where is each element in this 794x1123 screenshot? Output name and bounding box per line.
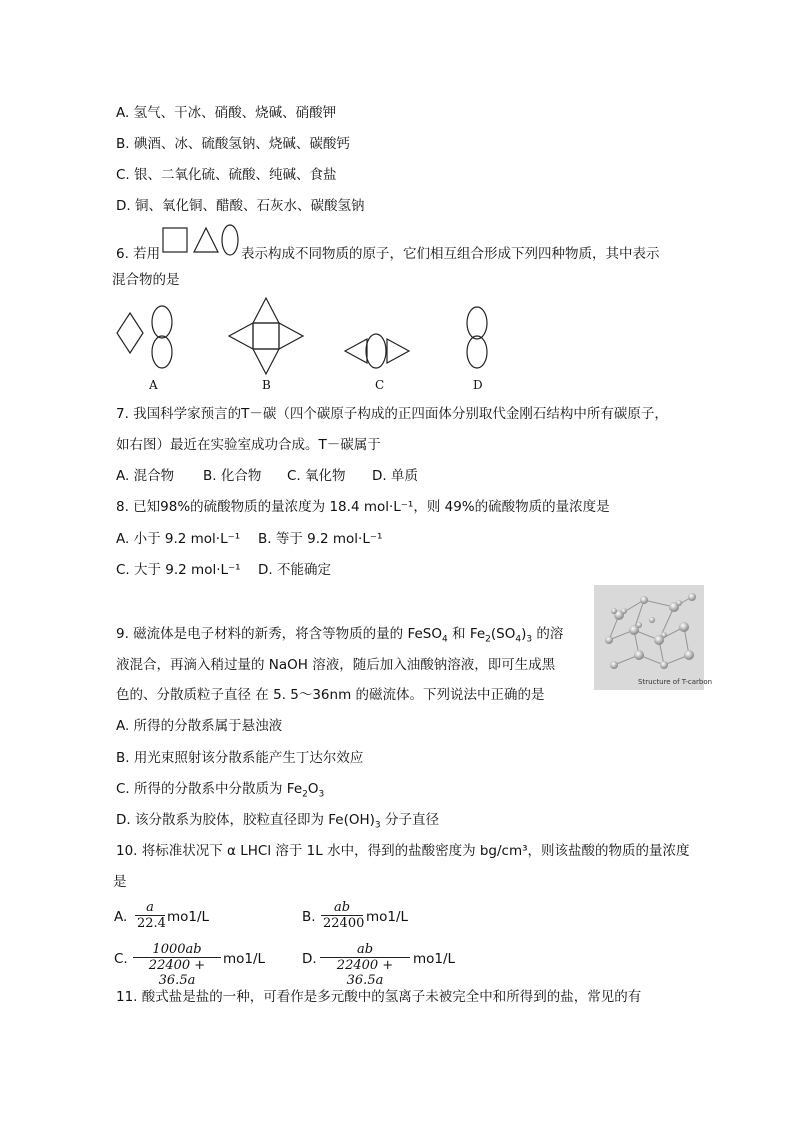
q8-option-a: A. 小于 9.2 mol·L⁻¹ bbox=[116, 531, 241, 547]
q7-option-b: B. 化合物 bbox=[203, 468, 262, 484]
q6-label-d: D bbox=[473, 378, 483, 392]
q9-option-d: D. 该分散系为胶体，胶粒直径即为 $Fe(OH)_3$ 分子直径 bbox=[116, 812, 439, 831]
q8-option-b: B. 等于 9.2 mol·L⁻¹ bbox=[258, 531, 383, 547]
q10-option-d-fraction: $\frac{ab}{22400 + 36.5a}$ bbox=[320, 942, 410, 988]
q9-stem-line3: 色的、分散质粒子直径 在 5. 5～36nm 的磁流体。下列说法中正确的是 bbox=[116, 687, 545, 703]
q6-stem-rest: 表示构成不同物质的原子，它们相互组合形成下列四种物质，其中表示 bbox=[241, 246, 660, 262]
q9-option-a: A. 所得的分散系属于悬浊液 bbox=[116, 718, 283, 734]
q9-stem-line1: 9. 磁流体是电子材料的新秀，将含等物质的量的 FeSO$_4$ 和 $Fe_2(SO_4)_3$ 的溶 bbox=[116, 626, 564, 645]
q5-option-b: B. 碘酒、冰、硫酸氢钠、烧碱、碳酸钙 bbox=[116, 136, 350, 152]
q5-option-d: D. 铜、氧化铜、醋酸、石灰水、碳酸氢钠 bbox=[116, 198, 365, 214]
q9-stem-line2: 液混合，再滴入稍过量的 NaOH 溶液，随后加入油酸钠溶液，即可生成黑 bbox=[116, 657, 556, 673]
q10-option-a-unit: mo1/L bbox=[167, 909, 210, 925]
q6-molecule-figures bbox=[105, 295, 515, 395]
molecule-b-icon bbox=[229, 298, 303, 374]
q6-atom-symbols bbox=[162, 224, 240, 260]
q10-option-d-unit: mo1/L bbox=[413, 951, 456, 967]
q5-option-a: A. 氢气、干冰、硝酸、烧碱、硝酸钾 bbox=[116, 105, 337, 121]
q10-option-b-unit: mo1/L bbox=[366, 909, 409, 925]
molecule-c-icon bbox=[345, 334, 409, 368]
q10-option-d-label: D. bbox=[302, 951, 317, 967]
q8-stem: 8. 已知98%的硫酸物质的量浓度为 18.4 mol·L⁻¹，则 49%的硫酸物质的量浓度是 bbox=[116, 499, 610, 515]
t-carbon-structure-image bbox=[594, 585, 713, 690]
q10-stem-line2: 是 bbox=[113, 874, 127, 890]
q6-label-a: A bbox=[149, 378, 158, 392]
q5-option-c: C. 银、二氧化硫、硫酸、纯碱、食盐 bbox=[116, 167, 337, 183]
triangle-atom-icon bbox=[194, 228, 218, 252]
q10-option-a-fraction: $\frac{a}{22.4}$ bbox=[137, 900, 166, 931]
molecule-d-icon bbox=[467, 307, 487, 368]
q10-option-c-unit: mo1/L bbox=[223, 951, 266, 967]
q10-stem-line1: 10. 将标准状况下 α LHCl 溶于 1L 水中，得到的盐酸密度为 bg/cm³，则该盐酸的物质的量浓度 bbox=[116, 843, 690, 859]
q7-stem-line1: 7. 我国科学家预言的T－碳（四个碳原子构成的正四面体分别取代金刚石结构中所有碳原子， bbox=[116, 406, 668, 422]
square-atom-icon bbox=[163, 228, 187, 252]
oval-atom-icon bbox=[222, 225, 238, 255]
molecule-a-icon bbox=[117, 306, 172, 368]
q10-option-b-label: B. bbox=[302, 909, 316, 925]
q10-option-b-fraction: $\frac{ab}{22400}$ bbox=[323, 900, 365, 931]
q10-option-c-label: C. bbox=[114, 951, 128, 967]
q10-option-c-fraction: $\frac{1000ab}{22400 + 36.5a}$ bbox=[133, 942, 221, 988]
t-carbon-lattice-icon bbox=[594, 585, 704, 690]
q8-option-c: C. 大于 9.2 mol·L⁻¹ bbox=[116, 562, 241, 578]
photo-caption: Structure of T-carbon bbox=[638, 678, 713, 686]
q10-option-a-label: A. bbox=[114, 909, 128, 925]
q6-stem-lead: 6. 若用 bbox=[116, 246, 161, 262]
q6-label-c: C bbox=[375, 378, 385, 392]
q9-option-c: C. 所得的分散系中分散质为 $Fe_2O_3$ bbox=[116, 781, 325, 800]
q9-option-b: B. 用光束照射该分散系能产生丁达尔效应 bbox=[116, 750, 364, 766]
q7-option-c: C. 氧化物 bbox=[287, 468, 346, 484]
q6-stem-line2: 混合物的是 bbox=[112, 272, 180, 288]
q7-option-d: D. 单质 bbox=[372, 468, 418, 484]
q11-stem-line1: 11. 酸式盐是盐的一种，可看作是多元酸中的氢离子未被完全中和所得到的盐，常见的有 bbox=[116, 989, 642, 1005]
q8-option-d: D. 不能确定 bbox=[258, 562, 331, 578]
q7-option-a: A. 混合物 bbox=[116, 468, 175, 484]
q7-stem-line2: 如右图）最近在实验室成功合成。T－碳属于 bbox=[116, 437, 381, 453]
q6-label-b: B bbox=[262, 378, 271, 392]
